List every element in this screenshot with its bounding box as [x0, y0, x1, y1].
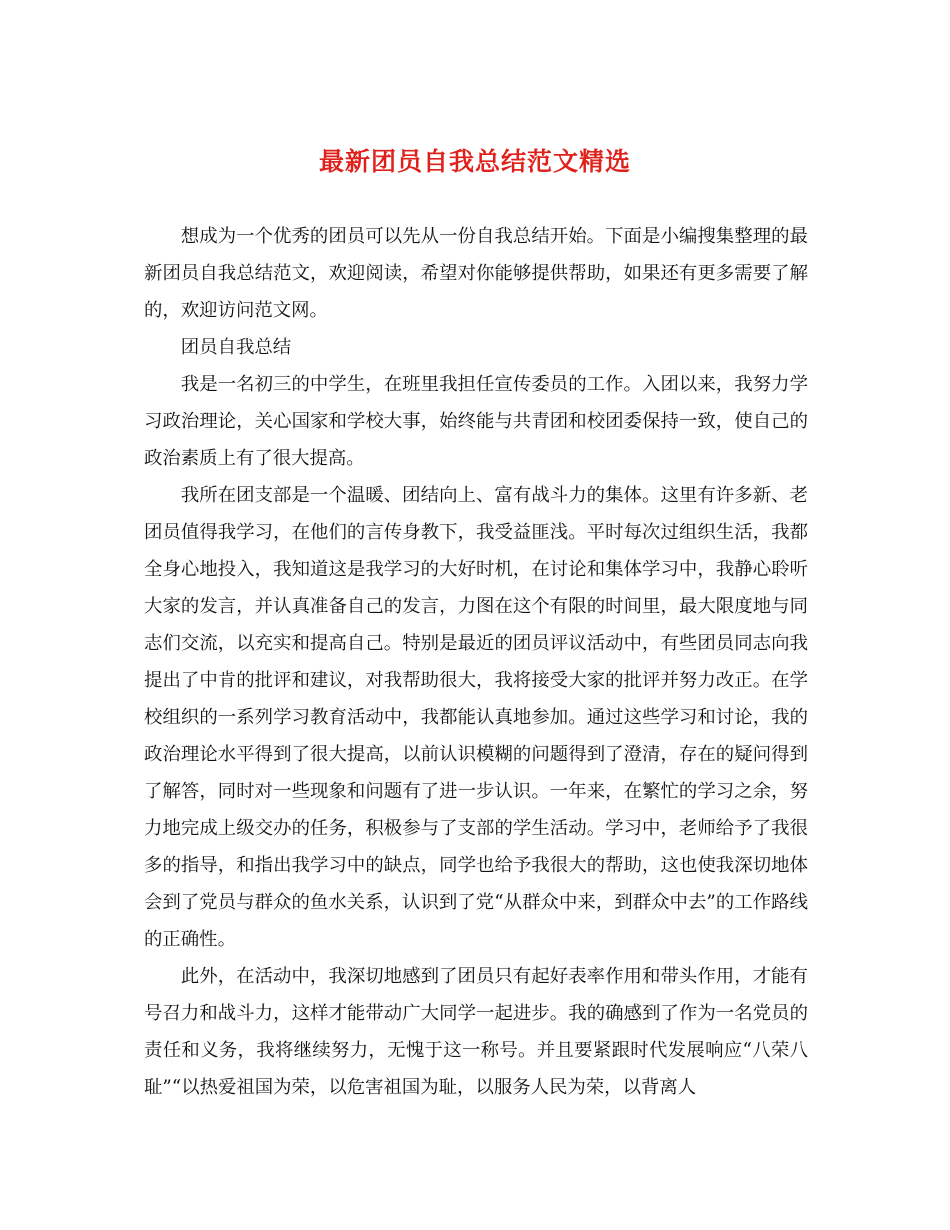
body-paragraph-2: 我所在团支部是一个温暖、团结向上、富有战斗力的集体。这里有许多新、老团员值得我学习，在他们的言传身教下，我受益匪浅。平时每次过组织生活，我都全身心地投入，我知道这是我学习的大好时机，在讨论和集体学习中，我静心聆听大家的发言，并认真准备自己的发言，力图在这个有限的时间里，最大限度地与同志们交流，以充实和提高自己。特别是最近的团员评议活动中，有些团员同志向我提出了中肯的批评和建议，对我帮助很大，我将接受大家的批评并努力改正。在学校组织的一系列学习教育活动中，我都能认真地参加。通过这些学习和讨论，我的政治理论水平得到了很大提高，以前认识模糊的问题得到了澄清，存在的疑问得到了解答，同时对一些现象和问题有了进一步认识。一年来，在繁忙的学习之余，努力地完成上级交办的任务，积极参与了支部的学生活动。学习中，老师给予了我很多的指导，和指出我学习中的缺点，同学也给予我很大的帮助，这也使我深切地体会到了党员与群众的鱼水关系，认识到了党“从群众中来，到群众中去”的工作路线的正确性。	[144, 485, 808, 950]
document-body	[144, 218, 808, 1106]
section-heading: 团员自我总结	[180, 337, 292, 358]
intro-paragraph: 想成为一个优秀的团员可以先从一份自我总结开始。下面是小编搜集整理的最新团员自我总结范文，欢迎阅读，希望对你能够提供帮助，如果还有更多需要了解的，欢迎访问范文网。	[144, 226, 808, 321]
body-paragraph-3: 此外，在活动中，我深切地感到了团员只有起好表率作用和带头作用，才能有号召力和战斗力，这样才能带动广大同学一起进步。我的确感到了作为一名党员的责任和义务，我将继续努力，无愧于这一称号。并且要紧跟时代发展响应“八荣八耻”“以热爱祖国为荣，以危害祖国为耻，以服务人民为荣，以背离人	[144, 966, 808, 1098]
document-title: 最新团员自我总结范文精选	[318, 147, 631, 176]
body-paragraph-1: 我是一名初三的中学生，在班里我担任宣传委员的工作。入团以来，我努力学习政治理论，关心国家和学校大事，始终能与共青团和校团委保持一致，使自己的政治素质上有了很大提高。	[144, 374, 808, 469]
